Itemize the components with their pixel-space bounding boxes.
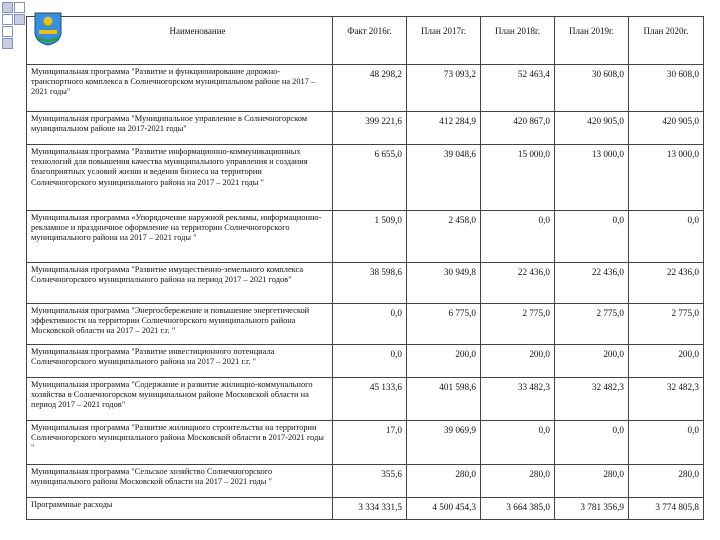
value-cell: 3 334 331,5 bbox=[333, 498, 407, 520]
header-name: Наименование bbox=[27, 17, 333, 65]
decor-square bbox=[2, 2, 13, 13]
value-cell: 0,0 bbox=[629, 211, 704, 263]
decor-square bbox=[2, 38, 13, 49]
value-cell: 280,0 bbox=[481, 465, 555, 498]
value-cell: 200,0 bbox=[481, 345, 555, 378]
value-cell: 48 298,2 bbox=[333, 65, 407, 112]
program-name: Муниципальная программа "Развитие и функционирование дорожно-транспортного комплекса в Солнечногорском муниципальном районе на 2017 – 2021 годы" bbox=[27, 65, 333, 112]
value-cell: 3 774 805,8 bbox=[629, 498, 704, 520]
value-cell: 2 775,0 bbox=[555, 304, 629, 345]
table-row bbox=[27, 465, 704, 498]
header-fact-2016: Факт 2016г. bbox=[333, 17, 407, 65]
header-plan-2019: План 2019г. bbox=[555, 17, 629, 65]
table-row bbox=[27, 345, 704, 378]
table-row-total bbox=[27, 498, 704, 520]
value-cell: 22 436,0 bbox=[629, 263, 704, 304]
table-row bbox=[27, 145, 704, 211]
value-cell: 0,0 bbox=[555, 211, 629, 263]
value-cell: 73 093,2 bbox=[407, 65, 481, 112]
program-name: Муниципальная программа "Развитие имущественно-земельного комплекса Солнечногорского муниципального района на период 2017 – 2021 годов" bbox=[27, 263, 333, 304]
value-cell: 32 482,3 bbox=[629, 378, 704, 421]
table-row bbox=[27, 112, 704, 145]
value-cell: 420 867,0 bbox=[481, 112, 555, 145]
value-cell: 39 069,9 bbox=[407, 421, 481, 465]
value-cell: 420 905,0 bbox=[629, 112, 704, 145]
value-cell: 399 221,6 bbox=[333, 112, 407, 145]
program-name: Муниципальная программа "Муниципальное управление в Солнечногорском муниципальном районе на 2017-2021 годы" bbox=[27, 112, 333, 145]
program-name: Муниципальная программа «Упорядочение наружной рекламы, информационно-рекламное и праздничное оформление на территории Солнечногорского муниципального района на 2017 – 2021 годы " bbox=[27, 211, 333, 263]
value-cell: 0,0 bbox=[481, 421, 555, 465]
table-header-row bbox=[27, 17, 704, 65]
value-cell: 0,0 bbox=[333, 304, 407, 345]
value-cell: 13 000,0 bbox=[629, 145, 704, 211]
value-cell: 15 000,0 bbox=[481, 145, 555, 211]
decor-square bbox=[2, 14, 13, 25]
value-cell: 32 482,3 bbox=[555, 378, 629, 421]
value-cell: 1 509,0 bbox=[333, 211, 407, 263]
table-row bbox=[27, 65, 704, 112]
value-cell: 0,0 bbox=[629, 421, 704, 465]
value-cell: 420 905,0 bbox=[555, 112, 629, 145]
program-name: Муниципальная программа "Развитие жилищного строительства на территории Солнечногорского муниципального района Московской области в 2017-2021 годы " bbox=[27, 421, 333, 465]
value-cell: 2 458,0 bbox=[407, 211, 481, 263]
value-cell: 13 000,0 bbox=[555, 145, 629, 211]
value-cell: 0,0 bbox=[333, 345, 407, 378]
budget-programs-table bbox=[26, 16, 704, 520]
value-cell: 22 436,0 bbox=[481, 263, 555, 304]
value-cell: 6 775,0 bbox=[407, 304, 481, 345]
decor-square bbox=[14, 14, 25, 25]
value-cell: 280,0 bbox=[407, 465, 481, 498]
value-cell: 280,0 bbox=[629, 465, 704, 498]
table-row bbox=[27, 211, 704, 263]
value-cell: 200,0 bbox=[555, 345, 629, 378]
value-cell: 22 436,0 bbox=[555, 263, 629, 304]
program-name: Муниципальная программа "Содержание и развитие жилищно-коммунального хозяйства в Солнечногорском муниципальном районе Московской области на период 2017 – 2021 годов" bbox=[27, 378, 333, 421]
coat-of-arms-icon bbox=[34, 12, 62, 46]
table-row bbox=[27, 421, 704, 465]
value-cell: 2 775,0 bbox=[481, 304, 555, 345]
program-name: Программные расходы bbox=[27, 498, 333, 520]
value-cell: 2 775,0 bbox=[629, 304, 704, 345]
value-cell: 0,0 bbox=[555, 421, 629, 465]
table-row bbox=[27, 304, 704, 345]
value-cell: 412 284,9 bbox=[407, 112, 481, 145]
table-row bbox=[27, 263, 704, 304]
program-name: Муниципальная программа "Энергосбережение и повышение энергетической эффективности на территории Солнечногорского муниципального района Московской области на 2017 – 2021 г.г. " bbox=[27, 304, 333, 345]
decor-square bbox=[2, 26, 13, 37]
value-cell: 30 608,0 bbox=[555, 65, 629, 112]
header-plan-2017: План 2017г. bbox=[407, 17, 481, 65]
decor-square bbox=[14, 2, 25, 13]
header-plan-2020: План 2020г. bbox=[629, 17, 704, 65]
value-cell: 6 655,0 bbox=[333, 145, 407, 211]
value-cell: 0,0 bbox=[481, 211, 555, 263]
value-cell: 30 949,8 bbox=[407, 263, 481, 304]
header-plan-2018: План 2018г. bbox=[481, 17, 555, 65]
value-cell: 401 598,6 bbox=[407, 378, 481, 421]
value-cell: 280,0 bbox=[555, 465, 629, 498]
value-cell: 38 598,6 bbox=[333, 263, 407, 304]
value-cell: 4 500 454,3 bbox=[407, 498, 481, 520]
value-cell: 3 781 356,9 bbox=[555, 498, 629, 520]
value-cell: 39 048,6 bbox=[407, 145, 481, 211]
value-cell: 30 608,0 bbox=[629, 65, 704, 112]
value-cell: 200,0 bbox=[629, 345, 704, 378]
program-name: Муниципальная программа "Развитие информационно-коммуникационных технологий для повышения качества муниципального управления и создания благоприятных условий жизни и ведения бизнеса на территории Солнечногорского муниципального района на 2017 – 2021 годы " bbox=[27, 145, 333, 211]
value-cell: 52 463,4 bbox=[481, 65, 555, 112]
program-name: Муниципальная программа "Развитие инвестиционного потенциала Солнечногорского муниципального района на 2017 – 2021 г.г. " bbox=[27, 345, 333, 378]
value-cell: 200,0 bbox=[407, 345, 481, 378]
program-name: Муниципальная программа "Сельское хозяйство Солнечногорского муниципального района Московской области на 2017 – 2021 годы " bbox=[27, 465, 333, 498]
value-cell: 3 664 385,0 bbox=[481, 498, 555, 520]
value-cell: 33 482,3 bbox=[481, 378, 555, 421]
value-cell: 355,6 bbox=[333, 465, 407, 498]
value-cell: 17,0 bbox=[333, 421, 407, 465]
value-cell: 45 133,6 bbox=[333, 378, 407, 421]
table-row bbox=[27, 378, 704, 421]
